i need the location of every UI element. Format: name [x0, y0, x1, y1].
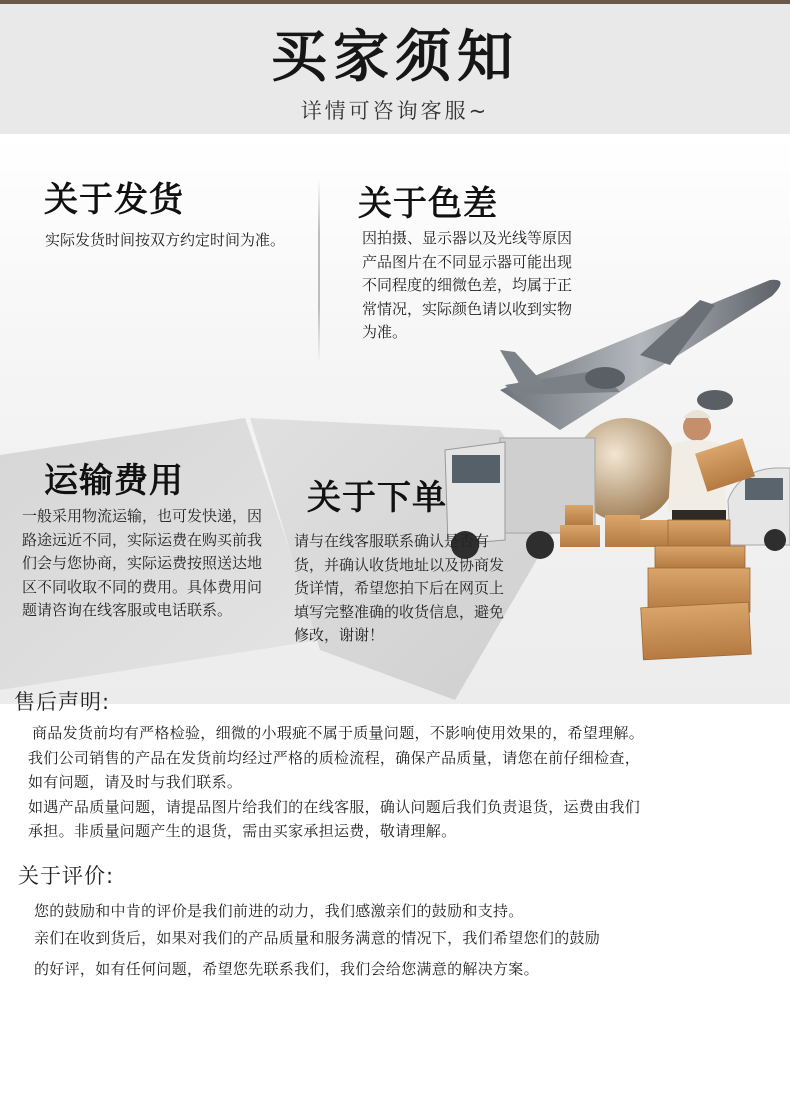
color-diff-title: 关于色差: [358, 184, 498, 224]
reviews-title: 关于评价:: [18, 864, 115, 888]
page-title: 买家须知: [271, 25, 519, 90]
after-sales-line: 承担。非质量问题产生的退货，需由买家承担运费，敬请理解。: [28, 822, 457, 840]
after-sales-title: 售后声明:: [14, 690, 111, 714]
after-sales-line: 我们公司销售的产品在发货前均经过严格的质检流程，确保产品质量，请您在前仔细检查，: [28, 748, 641, 767]
reviews-line: 的好评，如有任何问题，希望您先联系我们，我们会给您满意的解决方案。: [34, 960, 539, 978]
after-sales-body: [28, 721, 778, 844]
shipping-body: 实际发货时间按双方约定时间为准。: [45, 231, 286, 249]
reviews-line: 亲们在收到货后，如果对我们的产品质量和服务满意的情况下，我们希望您们的鼓励: [34, 929, 601, 947]
color-diff-body: 因拍摄、显示器以及光线等原因产品图片在不同显示器可能出现不同程度的细微色差，均属于正常情况，实际颜色请以收到实物为准。: [362, 229, 573, 341]
reviews-body: [34, 898, 774, 983]
order-title: 关于下单: [307, 478, 447, 518]
shipping-title: 关于发货: [44, 180, 184, 220]
after-sales-line: 如遇产品质量问题，请提品图片给我们的在线客服，确认问题后我们负责退货，运费由我们: [28, 797, 641, 816]
page-subtitle: 详情可咨询客服~: [300, 99, 490, 123]
order-body: 请与在线客服联系确认是否有货，并确认收货地址以及协商发货详情，希望您拍下后在网页上填写完整准确的收货信息，避免修改，谢谢！: [294, 532, 505, 644]
after-sales-line: 商品发货前均有严格检验，细微的小瑕疵不属于质量问题，不影响使用效果的，希望理解。: [32, 724, 645, 742]
freight-title: 运输费用: [44, 461, 184, 501]
freight-body: 一般采用物流运输，也可发快递，因路途远近不同，实际运费在购买前我们会与您协商，实际运费按照送达地区不同收取不同的费用。具体费用问题请咨询在线客服或电话联系。: [22, 507, 263, 619]
section-divider: [318, 178, 320, 363]
reviews-line: 您的鼓励和中肯的评价是我们前进的动力，我们感激亲们的鼓励和支持。: [34, 902, 524, 920]
after-sales-line: 如有问题，请及时与我们联系。: [28, 773, 243, 791]
